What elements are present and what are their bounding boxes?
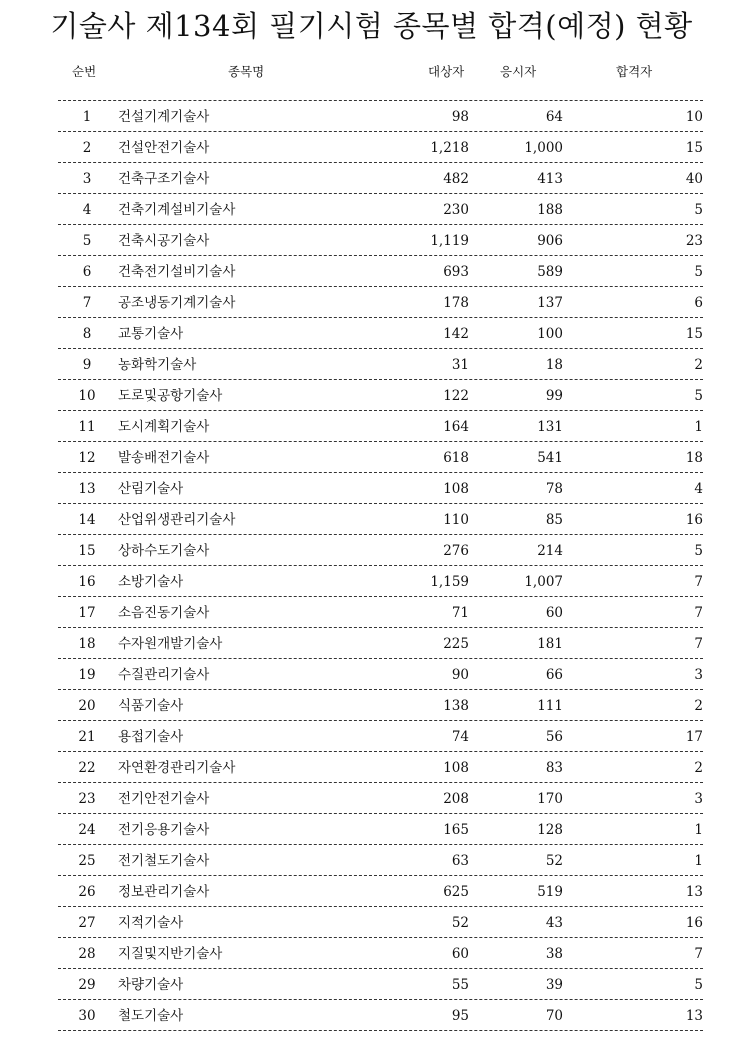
- row-applicant-count: 111: [537, 698, 563, 714]
- row-number: 9: [82, 357, 92, 373]
- table-row: [58, 380, 703, 411]
- row-pass-count: 6: [694, 295, 703, 311]
- table-row: [58, 876, 703, 907]
- table-header: [58, 62, 703, 86]
- row-target-count: 165: [443, 822, 469, 838]
- table-row: [58, 597, 703, 628]
- results-table: [58, 101, 703, 1031]
- row-exam-name: 정보관리기술사: [118, 884, 210, 900]
- row-pass-count: 13: [685, 1008, 703, 1024]
- row-pass-count: 10: [685, 109, 703, 125]
- row-exam-name: 소음진동기술사: [118, 605, 210, 621]
- row-number: 20: [78, 698, 96, 714]
- row-exam-name: 전기응용기술사: [118, 822, 210, 838]
- row-target-count: 693: [443, 264, 469, 280]
- row-target-count: 482: [443, 171, 469, 187]
- row-target-count: 55: [451, 977, 469, 993]
- row-pass-count: 2: [694, 357, 703, 373]
- row-target-count: 52: [451, 915, 469, 931]
- row-target-count: 178: [443, 295, 469, 311]
- row-applicant-count: 70: [545, 1008, 563, 1024]
- row-pass-count: 7: [694, 636, 703, 652]
- row-exam-name: 철도기술사: [118, 1008, 184, 1024]
- row-exam-name: 수질관리기술사: [118, 667, 210, 683]
- row-pass-count: 1: [694, 853, 703, 869]
- row-pass-count: 2: [694, 760, 703, 776]
- row-number: 3: [82, 171, 92, 187]
- row-applicant-count: 99: [545, 388, 563, 404]
- row-number: 7: [82, 295, 92, 311]
- row-exam-name: 발송배전기술사: [118, 450, 210, 466]
- row-pass-count: 17: [685, 729, 703, 745]
- row-exam-name: 전기안전기술사: [118, 791, 210, 807]
- row-applicant-count: 413: [537, 171, 563, 187]
- row-applicant-count: 66: [545, 667, 563, 683]
- row-target-count: 208: [443, 791, 469, 807]
- row-pass-count: 7: [694, 574, 703, 590]
- row-applicant-count: 52: [545, 853, 563, 869]
- table-row: [58, 535, 703, 566]
- table-row: [58, 411, 703, 442]
- row-pass-count: 5: [694, 388, 703, 404]
- row-target-count: 1,159: [430, 574, 469, 590]
- row-number: 8: [82, 326, 92, 342]
- row-target-count: 90: [451, 667, 469, 683]
- row-applicant-count: 78: [545, 481, 563, 497]
- row-pass-count: 7: [694, 605, 703, 621]
- row-applicant-count: 131: [537, 419, 563, 435]
- row-exam-name: 농화학기술사: [118, 357, 197, 373]
- row-applicant-count: 128: [537, 822, 563, 838]
- row-number: 26: [78, 884, 96, 900]
- row-exam-name: 건축전기설비기술사: [118, 264, 236, 280]
- row-target-count: 63: [451, 853, 469, 869]
- table-row: [58, 473, 703, 504]
- row-number: 28: [78, 946, 96, 962]
- row-applicant-count: 589: [537, 264, 563, 280]
- row-number: 1: [82, 109, 92, 125]
- row-number: 29: [78, 977, 96, 993]
- row-applicant-count: 541: [537, 450, 563, 466]
- row-pass-count: 5: [694, 977, 703, 993]
- row-pass-count: 1: [694, 822, 703, 838]
- row-exam-name: 공조냉동기계기술사: [118, 295, 236, 311]
- row-number: 19: [78, 667, 96, 683]
- table-row: [58, 132, 703, 163]
- row-target-count: 74: [451, 729, 469, 745]
- row-target-count: 230: [443, 202, 469, 218]
- row-exam-name: 지질및지반기술사: [118, 946, 223, 962]
- header-no: 순번: [72, 64, 97, 79]
- row-exam-name: 교통기술사: [118, 326, 184, 342]
- page-title: 기술사 제134회 필기시험 종목별 합격(예정) 현황: [50, 9, 693, 43]
- row-applicant-count: 100: [537, 326, 563, 342]
- table-row: [58, 752, 703, 783]
- row-pass-count: 2: [694, 698, 703, 714]
- row-exam-name: 용접기술사: [118, 729, 184, 745]
- row-target-count: 138: [443, 698, 469, 714]
- row-exam-name: 산업위생관리기술사: [118, 512, 236, 528]
- row-target-count: 108: [443, 481, 469, 497]
- row-exam-name: 소방기술사: [118, 574, 184, 590]
- table-row: [58, 225, 703, 256]
- row-pass-count: 4: [694, 481, 703, 497]
- table-row: [58, 442, 703, 473]
- row-number: 15: [78, 543, 96, 559]
- table-row: [58, 287, 703, 318]
- row-exam-name: 도시계획기술사: [118, 419, 210, 435]
- table-row: [58, 349, 703, 380]
- row-applicant-count: 214: [537, 543, 563, 559]
- table-row: [58, 566, 703, 597]
- row-pass-count: 3: [694, 667, 703, 683]
- row-exam-name: 자연환경관리기술사: [118, 760, 236, 776]
- row-number: 25: [78, 853, 96, 869]
- row-exam-name: 지적기술사: [118, 915, 184, 931]
- row-number: 21: [78, 729, 96, 745]
- row-exam-name: 산림기술사: [118, 481, 184, 497]
- row-applicant-count: 64: [545, 109, 563, 125]
- row-exam-name: 수자원개발기술사: [118, 636, 223, 652]
- table-row: [58, 163, 703, 194]
- table-row: [58, 938, 703, 969]
- row-number: 4: [82, 202, 92, 218]
- row-target-count: 164: [443, 419, 469, 435]
- row-applicant-count: 56: [545, 729, 563, 745]
- row-pass-count: 40: [685, 171, 703, 187]
- table-row: [58, 659, 703, 690]
- row-exam-name: 차량기술사: [118, 977, 184, 993]
- table-row: [58, 845, 703, 876]
- row-number: 2: [82, 140, 92, 156]
- row-applicant-count: 519: [537, 884, 563, 900]
- row-exam-name: 상하수도기술사: [118, 543, 210, 559]
- row-number: 11: [78, 419, 96, 435]
- row-target-count: 31: [451, 357, 469, 373]
- row-number: 22: [78, 760, 96, 776]
- row-number: 12: [78, 450, 96, 466]
- row-applicant-count: 38: [545, 946, 563, 962]
- table-row: [58, 256, 703, 287]
- row-target-count: 71: [451, 605, 469, 621]
- row-applicant-count: 1,000: [524, 140, 563, 156]
- row-pass-count: 15: [685, 326, 703, 342]
- row-applicant-count: 906: [537, 233, 563, 249]
- row-target-count: 95: [451, 1008, 469, 1024]
- table-row: [58, 721, 703, 752]
- row-applicant-count: 43: [545, 915, 563, 931]
- row-pass-count: 18: [685, 450, 703, 466]
- row-number: 13: [78, 481, 96, 497]
- row-target-count: 625: [443, 884, 469, 900]
- row-exam-name: 건축구조기술사: [118, 171, 210, 187]
- table-row: [58, 969, 703, 1000]
- row-exam-name: 도로및공항기술사: [118, 388, 223, 404]
- row-number: 17: [78, 605, 96, 621]
- row-number: 24: [78, 822, 96, 838]
- row-target-count: 142: [443, 326, 469, 342]
- table-row: [58, 504, 703, 535]
- row-exam-name: 전기철도기술사: [118, 853, 210, 869]
- row-number: 23: [78, 791, 96, 807]
- row-target-count: 98: [451, 109, 469, 125]
- row-target-count: 618: [443, 450, 469, 466]
- row-target-count: 276: [443, 543, 469, 559]
- header-applicant: 응시자: [500, 64, 537, 79]
- table-row: [58, 628, 703, 659]
- table-row: [58, 194, 703, 225]
- row-target-count: 225: [443, 636, 469, 652]
- row-applicant-count: 60: [545, 605, 563, 621]
- row-applicant-count: 170: [537, 791, 563, 807]
- row-applicant-count: 83: [545, 760, 563, 776]
- row-number: 10: [78, 388, 96, 404]
- row-pass-count: 5: [694, 543, 703, 559]
- row-number: 14: [78, 512, 96, 528]
- row-exam-name: 건축기계설비기술사: [118, 202, 236, 218]
- row-exam-name: 건설기계기술사: [118, 109, 210, 125]
- header-name: 종목명: [228, 64, 265, 79]
- row-pass-count: 1: [694, 419, 703, 435]
- row-target-count: 122: [443, 388, 469, 404]
- row-pass-count: 5: [694, 264, 703, 280]
- table-row: [58, 814, 703, 845]
- row-applicant-count: 137: [537, 295, 563, 311]
- table-row: [58, 907, 703, 938]
- row-number: 18: [78, 636, 96, 652]
- table-row: [58, 690, 703, 721]
- row-number: 27: [78, 915, 96, 931]
- table-row: [58, 783, 703, 814]
- row-pass-count: 16: [685, 915, 703, 931]
- row-pass-count: 5: [694, 202, 703, 218]
- row-applicant-count: 1,007: [524, 574, 563, 590]
- row-applicant-count: 188: [537, 202, 563, 218]
- header-pass: 합격자: [616, 64, 653, 79]
- row-applicant-count: 181: [537, 636, 563, 652]
- row-exam-name: 건축시공기술사: [118, 233, 210, 249]
- row-target-count: 1,119: [430, 233, 469, 249]
- row-target-count: 60: [451, 946, 469, 962]
- row-target-count: 110: [443, 512, 469, 528]
- table-row: [58, 318, 703, 349]
- row-number: 6: [82, 264, 92, 280]
- row-number: 5: [82, 233, 92, 249]
- row-pass-count: 3: [694, 791, 703, 807]
- row-applicant-count: 85: [545, 512, 563, 528]
- row-exam-name: 식품기술사: [118, 698, 184, 714]
- row-exam-name: 건설안전기술사: [118, 140, 210, 156]
- header-target: 대상자: [428, 64, 465, 79]
- row-target-count: 1,218: [430, 140, 469, 156]
- row-pass-count: 23: [685, 233, 703, 249]
- row-pass-count: 7: [694, 946, 703, 962]
- row-pass-count: 16: [685, 512, 703, 528]
- table-row: [58, 101, 703, 132]
- row-pass-count: 15: [685, 140, 703, 156]
- row-number: 16: [78, 574, 96, 590]
- row-applicant-count: 39: [545, 977, 563, 993]
- row-number: 30: [78, 1008, 96, 1024]
- row-pass-count: 13: [685, 884, 703, 900]
- row-applicant-count: 18: [545, 357, 563, 373]
- row-target-count: 108: [443, 760, 469, 776]
- table-row: [58, 1000, 703, 1031]
